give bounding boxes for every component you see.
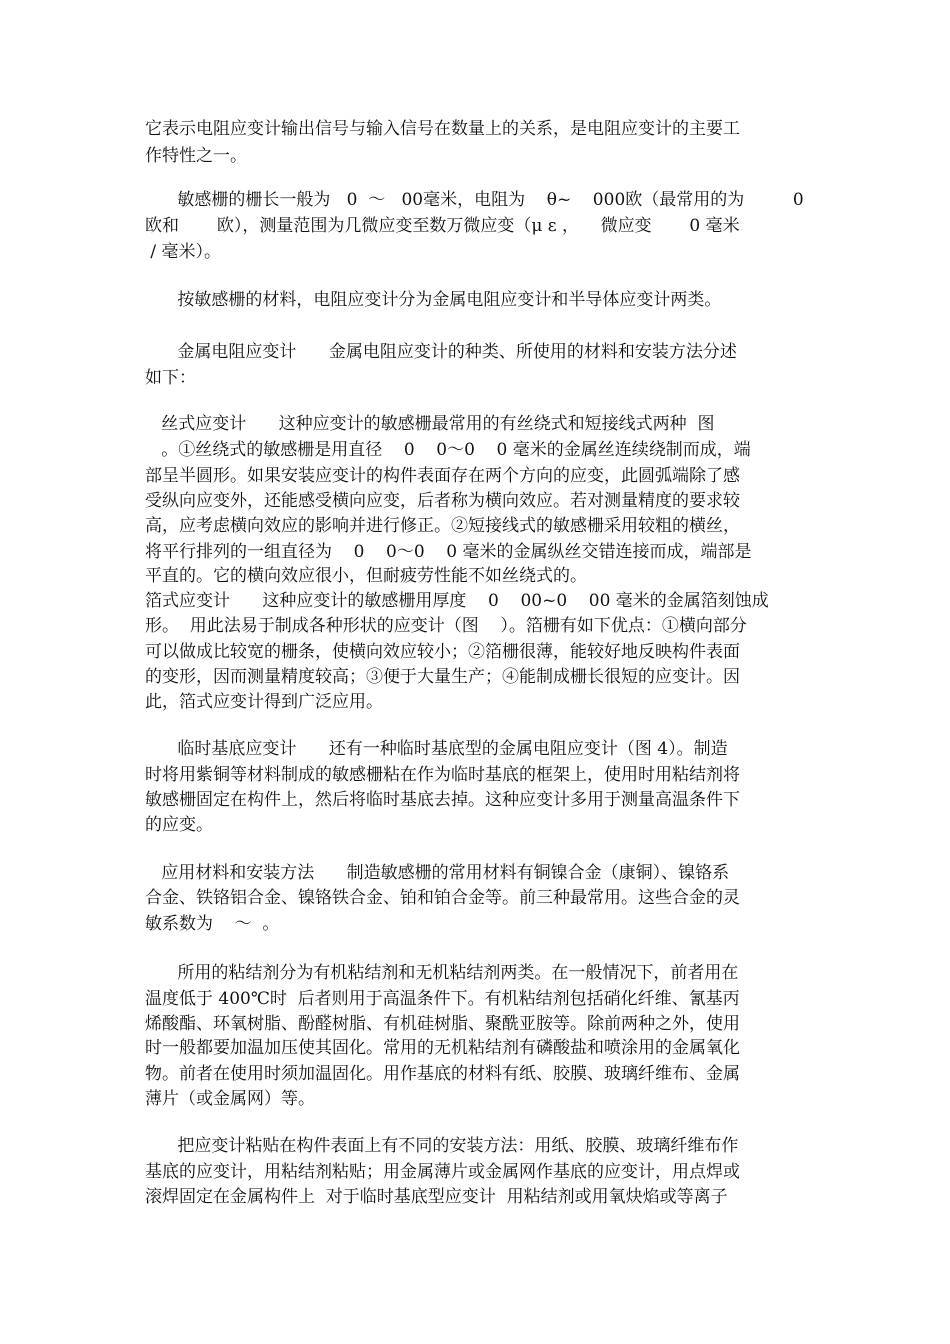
text-line: 它表示电阻应变计输出信号与输入信号在数量上的关系，是电阻应变计的主要工 — [145, 119, 740, 139]
text-line: 。①丝绕式的敏感栅是用直径 0 0～0 0 毫米的金属丝连续绕制而成，端 — [145, 440, 751, 460]
text-line: 温度低于 400℃时 后者则用于高温条件下。有机粘结剂包括硝化纤维、氰基丙 — [145, 989, 740, 1009]
text-line: 薄片（或金属网）等。 — [145, 1089, 315, 1109]
text-line: 应用材料和安装方法 制造敏感栅的常用材料有铜镍合金（康铜）、镍铬系 — [145, 863, 730, 883]
text-line: 把应变计粘贴在构件表面上有不同的安装方法：用纸、胶膜、玻璃纤维布作 — [145, 1136, 739, 1156]
text-line: 按敏感栅的材料，电阻应变计分为金属电阻应变计和半导体应变计两类。 — [145, 290, 722, 310]
text-line: 敏感栅的栅长一般为 0 ～ 00毫米，电阻为 θ~ 000欧（最常用的为 0 — [145, 190, 804, 210]
text-line: 如下： — [145, 368, 196, 388]
text-line: 形。 用此法易于制成各种形状的应变计（图 ）。箔栅有如下优点：①横向部分 — [145, 616, 747, 636]
text-line: 箔式应变计 这种应变计的敏感栅用厚度 0 00~0 00 毫米的金属箔刻蚀成 — [145, 591, 769, 611]
text-line: 敏系数为 ～ 。 — [145, 914, 280, 934]
text-line: 临时基底应变计 还有一种临时基底型的金属电阻应变计（图 4）。制造 — [145, 739, 728, 759]
text-line: 将平行排列的一组直径为 0 0～0 0 毫米的金属纵丝交错连接而成，端部是 — [145, 542, 752, 562]
text-line: 时将用紫铜等材料制成的敏感栅粘在作为临时基底的框架上，使用时用粘结剂将 — [145, 765, 740, 785]
text-line: 受纵向应变外，还能感受横向应变，后者称为横向效应。若对测量精度的要求较 — [145, 491, 740, 511]
text-line: 作特性之一。 — [145, 146, 247, 166]
text-line: 部呈半圆形。如果安装应变计的构件表面存在两个方向的应变，此圆弧端除了感 — [145, 466, 740, 486]
text-line: 可以做成比较宽的栅条，使横向效应较小；②箔栅很薄，能较好地反映构件表面 — [145, 642, 740, 662]
text-line: 此，箔式应变计得到广泛应用。 — [145, 692, 383, 712]
text-line: 所用的粘结剂分为有机粘结剂和无机粘结剂两类。在一般情况下，前者用在 — [145, 963, 739, 983]
text-line: / 毫米）。 — [145, 242, 222, 262]
text-line: 物。前者在使用时须加温固化。用作基底的材料有纸、胶膜、玻璃纤维布、金属 — [145, 1064, 740, 1084]
text-line: 基底的应变计，用粘结剂粘贴；用金属薄片或金属网作基底的应变计，用点焊或 — [145, 1162, 740, 1182]
text-line: 敏感栅固定在构件上，然后将临时基底去掉。这种应变计多用于测量高温条件下 — [145, 790, 740, 810]
text-line: 的变形，因而测量精度较高；③便于大量生产；④能制成栅长很短的应变计。因 — [145, 667, 740, 687]
text-line: 金属电阻应变计 金属电阻应变计的种类、所使用的材料和安装方法分述 — [145, 342, 737, 362]
text-line: 欧和 欧），测量范围为几微应变至数万微应变（μ ε ， 微应变 0 毫米 — [145, 216, 740, 236]
text-line: 滚焊固定在金属构件上 对于临时基底型应变计 用粘结剂或用氧炔焰或等离子 — [145, 1187, 728, 1207]
text-line: 的应变。 — [145, 815, 213, 835]
text-line: 时一般都要加温加压使其固化。常用的无机粘结剂有磷酸盐和喷涂用的金属氧化 — [145, 1038, 740, 1058]
text-line: 丝式应变计 这种应变计的敏感栅最常用的有丝绕式和短接线式两种 图 — [145, 414, 715, 434]
text-line: 合金、铁铬铝合金、镍铬铁合金、铂和铂合金等。前三种最常用。这些合金的灵 — [145, 888, 740, 908]
text-line: 烯酸酯、环氧树脂、酚醛树脂、有机硅树脂、聚酰亚胺等。除前两种之外，使用 — [145, 1014, 740, 1034]
text-line: 高，应考虑横向效应的影响并进行修正。②短接线式的敏感栅采用较粗的横丝， — [145, 516, 740, 536]
text-line: 平直的。它的横向效应很小，但耐疲劳性能不如丝绕式的。 — [145, 566, 587, 586]
